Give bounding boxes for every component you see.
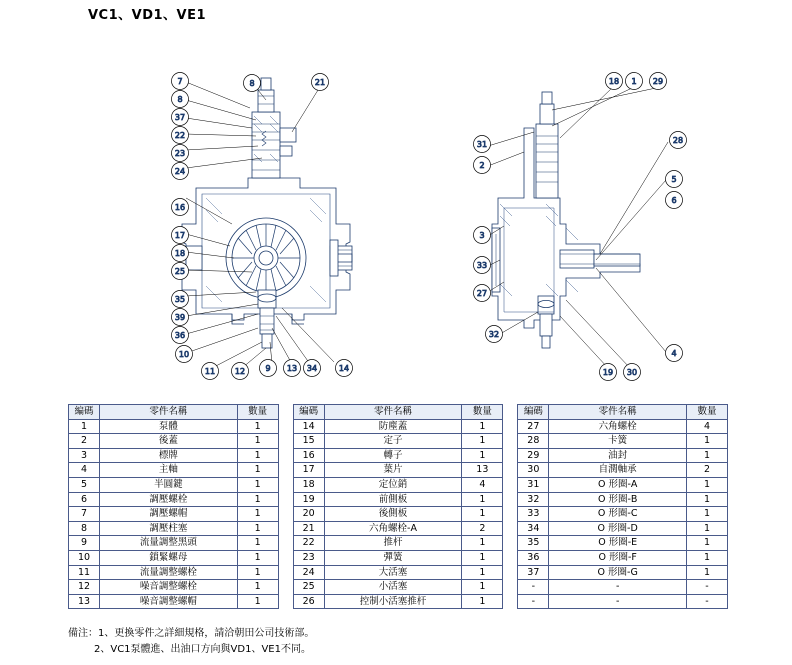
cell-no: 6	[69, 492, 100, 507]
cell-name: 後蓋	[100, 434, 238, 449]
cell-no: 3	[69, 448, 100, 463]
cell-name: 主軸	[100, 463, 238, 478]
cell-no: -	[518, 580, 549, 595]
cell-no: 10	[69, 550, 100, 565]
svg-text:6: 6	[671, 196, 677, 205]
cell-qty: 1	[462, 434, 503, 449]
cell-qty: 1	[462, 419, 503, 434]
col-header-no: 編碼	[69, 405, 100, 420]
svg-text:4: 4	[671, 349, 677, 358]
cell-name: -	[549, 594, 687, 609]
cell-no: 28	[518, 434, 549, 449]
table-row	[293, 419, 503, 434]
cell-qty: 2	[462, 521, 503, 536]
parts-tables	[68, 404, 728, 609]
cell-qty: 1	[462, 507, 503, 522]
cell-qty: 1	[237, 477, 278, 492]
cell-no: 23	[293, 550, 324, 565]
cell-qty: 1	[687, 536, 728, 551]
cell-qty: 1	[237, 419, 278, 434]
svg-text:39: 39	[174, 313, 186, 322]
parts-table-2	[293, 404, 504, 609]
parts-table-3	[517, 404, 728, 609]
cell-qty: 1	[237, 434, 278, 449]
table-row	[293, 521, 503, 536]
cell-name: 葉片	[324, 463, 462, 478]
table-row	[293, 550, 503, 565]
cell-qty: 4	[462, 477, 503, 492]
cell-name: 調壓螺栓	[100, 492, 238, 507]
cell-no: 36	[518, 550, 549, 565]
svg-text:37: 37	[174, 113, 186, 122]
cell-name: 六角螺栓	[549, 419, 687, 434]
cell-name: 流量調整黑頭	[100, 536, 238, 551]
col-header-qty: 數量	[462, 405, 503, 420]
cell-no: 16	[293, 448, 324, 463]
svg-text:21: 21	[314, 78, 326, 87]
svg-text:5: 5	[671, 175, 677, 184]
cell-no: 1	[69, 419, 100, 434]
table-row	[69, 507, 279, 522]
table-row	[518, 594, 728, 609]
cell-name: 調壓螺帽	[100, 507, 238, 522]
table-row	[69, 434, 279, 449]
table-row	[518, 580, 728, 595]
svg-text:30: 30	[626, 368, 638, 377]
svg-text:29: 29	[652, 77, 664, 86]
col-header-name: 零件名稱	[324, 405, 462, 420]
cell-no: 22	[293, 536, 324, 551]
cell-no: 27	[518, 419, 549, 434]
table-row	[69, 565, 279, 580]
table-row	[293, 507, 503, 522]
cell-qty: 1	[462, 448, 503, 463]
cell-qty: 1	[237, 536, 278, 551]
table-row	[69, 580, 279, 595]
cell-qty: 1	[237, 565, 278, 580]
table-row	[518, 463, 728, 478]
cell-qty: 1	[462, 580, 503, 595]
svg-text:3: 3	[479, 231, 485, 240]
cell-qty: 4	[687, 419, 728, 434]
table-row	[518, 419, 728, 434]
svg-text:2: 2	[479, 161, 485, 170]
cell-qty: 1	[687, 565, 728, 580]
col-header-qty: 數量	[687, 405, 728, 420]
cell-name: O 形圈-A	[549, 477, 687, 492]
cell-no: 31	[518, 477, 549, 492]
footnotes	[68, 626, 314, 658]
cell-qty: 1	[687, 550, 728, 565]
table-row	[69, 463, 279, 478]
cell-no: 26	[293, 594, 324, 609]
cell-name: 小活塞	[324, 580, 462, 595]
cell-name: 後側板	[324, 507, 462, 522]
diagram-svg	[0, 28, 792, 400]
cell-name: O 形圈-C	[549, 507, 687, 522]
col-header-name: 零件名稱	[549, 405, 687, 420]
cell-qty: 1	[462, 536, 503, 551]
svg-text:33: 33	[476, 261, 488, 270]
svg-text:7: 7	[177, 77, 183, 86]
exploded-diagram	[0, 28, 792, 400]
col-header-no: 編碼	[518, 405, 549, 420]
table-row	[69, 419, 279, 434]
cell-qty: 1	[687, 448, 728, 463]
cell-no: -	[518, 594, 549, 609]
cell-qty: 1	[237, 580, 278, 595]
table-row	[518, 565, 728, 580]
cell-qty: 1	[687, 492, 728, 507]
cell-name: 噪音調整螺帽	[100, 594, 238, 609]
cell-no: 25	[293, 580, 324, 595]
svg-text:34: 34	[306, 364, 318, 373]
svg-text:14: 14	[338, 364, 350, 373]
left-pump-body	[182, 78, 352, 348]
cell-qty: 1	[237, 448, 278, 463]
cell-name: O 形圈-F	[549, 550, 687, 565]
cell-name: 泵體	[100, 419, 238, 434]
cell-no: 12	[69, 580, 100, 595]
cell-name: O 形圈-B	[549, 492, 687, 507]
cell-no: 35	[518, 536, 549, 551]
cell-no: 15	[293, 434, 324, 449]
cell-no: 33	[518, 507, 549, 522]
svg-text:8: 8	[249, 79, 255, 88]
table-row	[518, 492, 728, 507]
table-row	[69, 521, 279, 536]
cell-qty: 1	[462, 594, 503, 609]
svg-text:27: 27	[476, 289, 488, 298]
cell-qty: 1	[237, 463, 278, 478]
col-header-qty: 數量	[237, 405, 278, 420]
cell-name: 六角螺栓-A	[324, 521, 462, 536]
cell-no: 32	[518, 492, 549, 507]
table-row	[293, 580, 503, 595]
cell-name: 推杆	[324, 536, 462, 551]
cell-no: 24	[293, 565, 324, 580]
cell-name: 定位銷	[324, 477, 462, 492]
table-row	[518, 550, 728, 565]
cell-name: 半圓鍵	[100, 477, 238, 492]
cell-no: 5	[69, 477, 100, 492]
cell-name: O 形圈-E	[549, 536, 687, 551]
svg-text:22: 22	[174, 131, 186, 140]
svg-text:9: 9	[265, 364, 271, 373]
cell-no: 4	[69, 463, 100, 478]
table-row	[293, 463, 503, 478]
cell-no: 13	[69, 594, 100, 609]
cell-no: 19	[293, 492, 324, 507]
cell-no: 21	[293, 521, 324, 536]
svg-text:36: 36	[174, 331, 186, 340]
cell-qty: 1	[462, 565, 503, 580]
svg-text:1: 1	[631, 77, 637, 86]
table-row	[293, 594, 503, 609]
svg-text:12: 12	[234, 367, 246, 376]
cell-no: 34	[518, 521, 549, 536]
cell-no: 37	[518, 565, 549, 580]
cell-qty: 1	[687, 434, 728, 449]
cell-name: 流量調整螺栓	[100, 565, 238, 580]
cell-no: 9	[69, 536, 100, 551]
table-row	[293, 477, 503, 492]
table-row	[518, 507, 728, 522]
right-pump-section	[492, 92, 640, 348]
table-row	[293, 492, 503, 507]
svg-text:31: 31	[476, 140, 488, 149]
svg-text:23: 23	[174, 149, 186, 158]
table-row	[69, 594, 279, 609]
cell-qty: 1	[462, 492, 503, 507]
table-row	[69, 550, 279, 565]
cell-name: 調壓柱塞	[100, 521, 238, 536]
col-header-no: 編碼	[293, 405, 324, 420]
cell-name: 定子	[324, 434, 462, 449]
cell-qty: 1	[687, 507, 728, 522]
cell-qty: 1	[687, 477, 728, 492]
cell-name: 控制小活塞推杆	[324, 594, 462, 609]
table-row	[518, 477, 728, 492]
footnote-line-1: 備注：1、更換零件之詳細規格，請洽朝田公司技術部。	[68, 628, 315, 639]
cell-name: 大活塞	[324, 565, 462, 580]
col-header-name: 零件名稱	[100, 405, 238, 420]
table-row	[69, 536, 279, 551]
footnote-line-2: 2、VC1泵體進、出油口方向與VD1、VE1不同。	[94, 644, 311, 655]
cell-no: 18	[293, 477, 324, 492]
cell-no: 8	[69, 521, 100, 536]
cell-qty: 1	[237, 550, 278, 565]
cell-name: -	[549, 580, 687, 595]
svg-text:10: 10	[178, 350, 190, 359]
cell-qty: -	[687, 594, 728, 609]
table-row	[69, 492, 279, 507]
cell-name: O 形圈-D	[549, 521, 687, 536]
table-row	[518, 536, 728, 551]
cell-no: 29	[518, 448, 549, 463]
cell-qty: 1	[687, 521, 728, 536]
cell-name: 標牌	[100, 448, 238, 463]
svg-text:8: 8	[177, 95, 183, 104]
table-row	[293, 565, 503, 580]
svg-text:25: 25	[174, 267, 186, 276]
svg-text:19: 19	[602, 368, 614, 377]
cell-name: 防塵蓋	[324, 419, 462, 434]
cell-no: 7	[69, 507, 100, 522]
svg-text:28: 28	[672, 136, 684, 145]
svg-text:16: 16	[174, 203, 186, 212]
table-row	[293, 448, 503, 463]
cell-name: 轉子	[324, 448, 462, 463]
table-row	[518, 521, 728, 536]
svg-text:13: 13	[286, 364, 298, 373]
cell-name: 卡簧	[549, 434, 687, 449]
table-row	[518, 434, 728, 449]
cell-no: 11	[69, 565, 100, 580]
cell-qty: 1	[237, 507, 278, 522]
parts-table-1	[68, 404, 279, 609]
cell-name: O 形圈-G	[549, 565, 687, 580]
cell-no: 20	[293, 507, 324, 522]
svg-text:35: 35	[174, 295, 186, 304]
cell-qty: 1	[237, 594, 278, 609]
table-row	[69, 448, 279, 463]
table-row	[293, 536, 503, 551]
cell-qty: 1	[462, 550, 503, 565]
cell-name: 彈簧	[324, 550, 462, 565]
cell-no: 17	[293, 463, 324, 478]
svg-text:32: 32	[488, 330, 500, 339]
svg-text:18: 18	[174, 249, 186, 258]
table-row	[518, 448, 728, 463]
cell-name: 噪音調整螺栓	[100, 580, 238, 595]
svg-text:18: 18	[608, 77, 620, 86]
cell-name: 油封	[549, 448, 687, 463]
cell-qty: 2	[687, 463, 728, 478]
cell-qty: -	[687, 580, 728, 595]
cell-name: 自潤軸承	[549, 463, 687, 478]
cell-qty: 1	[237, 492, 278, 507]
cell-no: 2	[69, 434, 100, 449]
svg-text:11: 11	[204, 367, 216, 376]
svg-text:17: 17	[174, 231, 186, 240]
cell-qty: 13	[462, 463, 503, 478]
cell-no: 14	[293, 419, 324, 434]
cell-no: 30	[518, 463, 549, 478]
table-row	[69, 477, 279, 492]
svg-text:24: 24	[174, 167, 186, 176]
table-row	[293, 434, 503, 449]
page-title: VC1、VD1、VE1	[88, 8, 207, 23]
cell-qty: 1	[237, 521, 278, 536]
cell-name: 前側板	[324, 492, 462, 507]
cell-name: 鎖緊螺母	[100, 550, 238, 565]
